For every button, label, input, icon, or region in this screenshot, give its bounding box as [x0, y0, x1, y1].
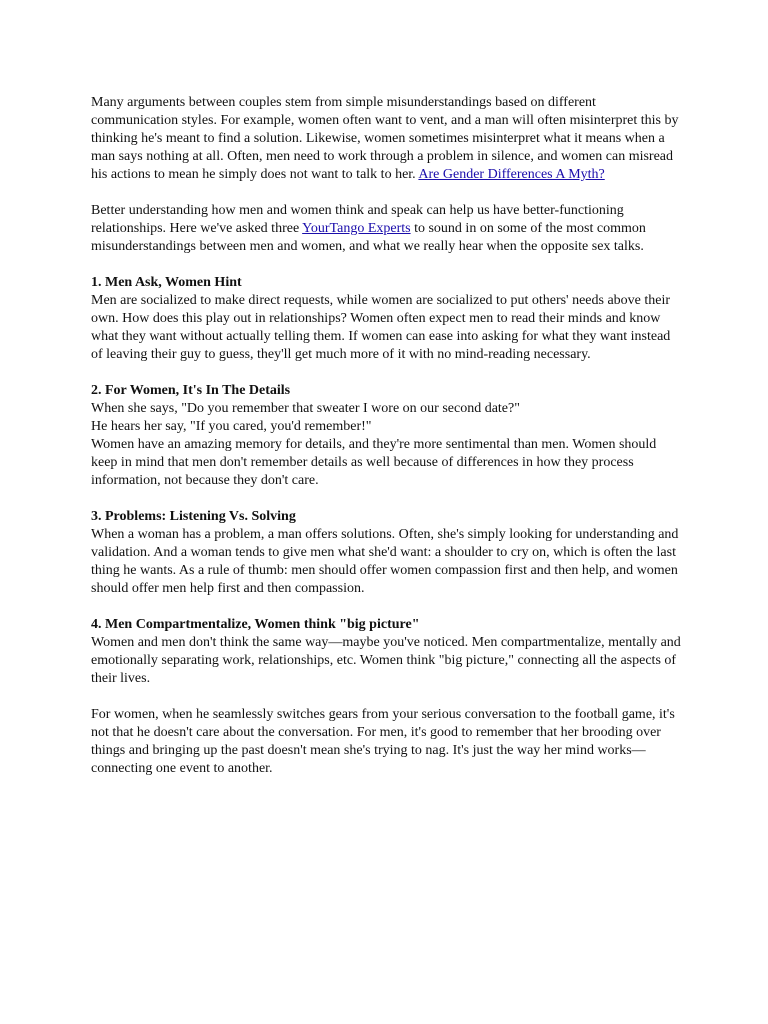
section-1 — [91, 274, 681, 364]
intro-paragraph — [91, 94, 681, 184]
article-body — [91, 94, 681, 796]
intro-text: Many arguments between couples stem from simple misunderstandings based on different communication styles. For example, women often want to vent, and a man will often misinterpret this by thinking he's meant to find a solution. Likewise, women sometimes misinterpret what it means when a man says nothing at all. Often, men need to work through a problem in silence, and women can misread his actions to mean he simply does not want to talk to her. — [91, 95, 679, 182]
yourtango-experts-link[interactable]: YourTango Experts — [302, 221, 411, 236]
section-body: When a woman has a problem, a man offers solutions. Often, she's simply looking for understanding and validation. And a woman tends to give men what she'd want: a shoulder to cry on, which is often the last thing he wants. As a rule of thumb: men should offer women compassion first and then help, and women should offer men help first and then compassion. — [91, 527, 679, 596]
second-text-after: to sound in on some of the most common misunderstandings between men and women, and what we really hear when the opposite sex talks. — [91, 221, 646, 254]
section-body: Men are socialized to make direct requests, while women are socialized to put others' needs above their own. How does this play out in relationships? Women often expect men to read their minds and know what they want without actually telling them. If women can ease into asking for what they want instead of leaving their guy to guess, they'll get much more of it with no mind-reading necessary. — [91, 293, 671, 362]
section-quote-line: He hears her say, "If you cared, you'd remember!" — [91, 419, 372, 434]
section-body: Women and men don't think the same way—maybe you've noticed. Men compartmentalize, mentally and emotionally separating work, relationships, etc. Women think "big picture," connecting all the aspects of their lives. — [91, 635, 681, 686]
section-3 — [91, 508, 681, 598]
second-paragraph — [91, 202, 681, 256]
section-heading: 1. Men Ask, Women Hint — [91, 275, 242, 290]
gender-differences-link[interactable]: Are Gender Differences A Myth? — [418, 167, 605, 182]
section-heading: 3. Problems: Listening Vs. Solving — [91, 509, 296, 524]
section-body: Women have an amazing memory for details, and they're more sentimental than men. Women should keep in mind that men don't remember details as well because of differences in how they process information, not because they don't care. — [91, 437, 657, 488]
section-2 — [91, 382, 681, 490]
section-4 — [91, 616, 681, 688]
second-text-before: Better understanding how men and women think and speak can help us have better-functioning relationships. Here we've asked three — [91, 203, 624, 236]
section-quote-line: When she says, "Do you remember that sweater I wore on our second date?" — [91, 401, 520, 416]
closing-paragraph: For women, when he seamlessly switches gears from your serious conversation to the football game, it's not that he doesn't care about the conversation. For men, it's good to remember that her brooding over things and bringing up the past doesn't mean she's trying to nag. It's just the way her mind works—connecting one event to another. — [91, 707, 675, 776]
section-heading: 4. Men Compartmentalize, Women think "big picture" — [91, 617, 420, 632]
section-heading: 2. For Women, It's In The Details — [91, 383, 291, 398]
